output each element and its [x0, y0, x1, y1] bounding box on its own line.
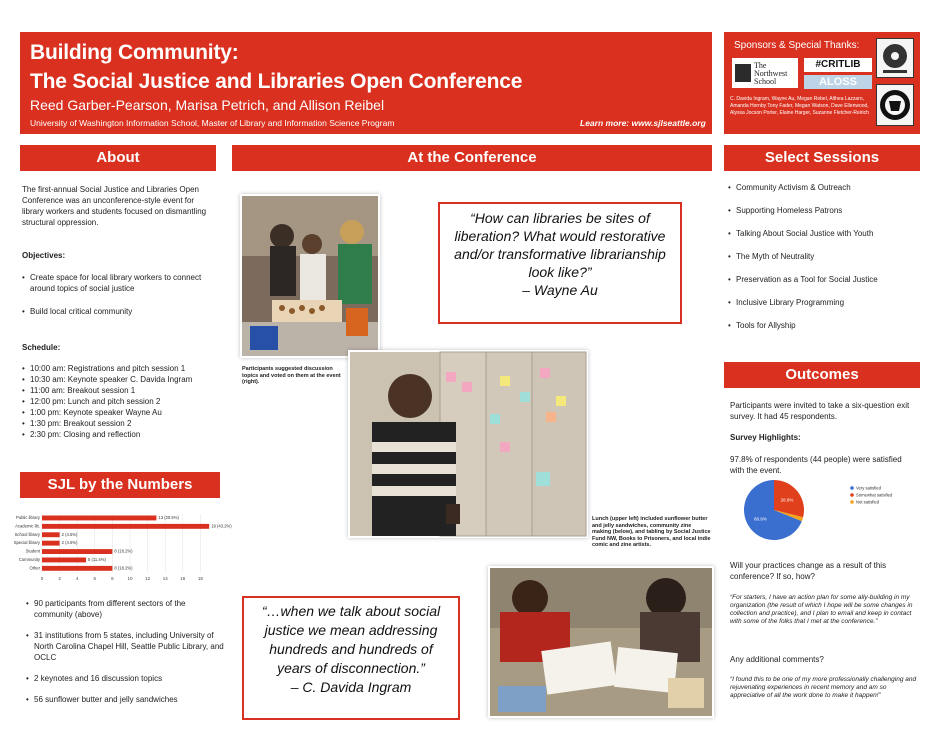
x-tick-label: 0: [40, 575, 44, 581]
category-label: Public library: [16, 515, 40, 520]
bar-1: [42, 524, 209, 529]
legend-swatch: [850, 486, 854, 490]
list-item: • 1:00 pm: Keynote speaker Wayne Au: [22, 407, 222, 418]
zine-logo-icon: [876, 84, 914, 126]
comments-answer: “I found this to be one of my more professionally challenging and rejuvenating experiences in recent memory and am so appreciative of all the work done to make it happen!”: [730, 676, 917, 699]
satisfaction-pie-chart: [740, 478, 916, 542]
bar-6: [42, 566, 112, 571]
poster-header: [20, 32, 712, 134]
thanks-names: C. Davida Ingram, Wayne Au, Megan Rebel, Althea Lazzaro, Amanda Hornby Tony Fader, Megan Watson, Dave Ellenwood, Alyssa Jocson Porter, Elaine Harger, Suzanne Fletcher-Reirich: [730, 96, 869, 116]
schedule-list: [22, 363, 222, 440]
data-label: 2 (4.5%): [61, 540, 78, 546]
objectives-list: [22, 272, 212, 317]
slice-label: 68.9%: [753, 516, 767, 522]
list-item: • 56 sunflower butter and jelly sandwiches: [26, 694, 226, 705]
caption-lunch: Lunch (upper left) included sunflower butter and jelly sandwiches, community zine making (below), and tabling by Social Justice Fund NW, Books to Prisoners, and local indie comic and zine artists.: [592, 516, 711, 548]
x-tick-label: 16: [180, 575, 186, 581]
list-item: • Preservation as a Tool for Social Justice: [728, 274, 924, 285]
legend-label: Somewhat satisfied: [856, 492, 893, 498]
authors: Reed Garber-Pearson, Marisa Petrich, and Allison Reibel: [30, 97, 385, 113]
list-item: • Build local critical community: [22, 306, 212, 317]
x-tick-label: 8: [111, 575, 114, 581]
about-intro: The first-annual Social Justice and Libraries Open Conference was an unconference-style event for library workers and students focused on dismantling structural oppression.: [22, 185, 207, 227]
numbers-list: [26, 598, 226, 705]
sponsors-title: Sponsors & Special Thanks:: [734, 40, 860, 51]
survey-intro: Participants were invited to take a six-question exit survey. It had 45 respondents.: [730, 401, 910, 421]
x-tick-label: 2: [58, 575, 61, 581]
list-item: • Community Activism & Outreach: [728, 182, 924, 193]
conference-heading: At the Conference: [232, 145, 712, 171]
bar-4: [42, 549, 112, 554]
slice-label: 28.9%: [780, 497, 794, 503]
data-label: 8 (18.2%): [114, 548, 133, 554]
category-label: Academic lib.: [15, 523, 40, 529]
northwest-school-mark-icon: [735, 64, 751, 82]
list-item: • 2 keynotes and 16 discussion topics: [26, 673, 226, 684]
zine-photo: [490, 568, 712, 716]
comments-question: Any additional comments?: [730, 655, 824, 664]
learn-more-link[interactable]: Learn more: www.sjlseattle.org: [580, 118, 706, 128]
schedule-label: Schedule:: [22, 343, 61, 352]
x-tick-label: 4: [75, 575, 79, 581]
list-item: • Supporting Homeless Patrons: [728, 205, 924, 216]
x-tick-label: 10: [127, 575, 133, 581]
practices-answer: “For starters, I have an action plan for some ally-building in my organization (the result of which I hope will be some changes in collection and practice), and I plan to email and keep in contact with some of the folks that I met at the conference.”: [730, 594, 913, 625]
category-label: Student: [25, 548, 40, 554]
data-label: 8 (18.2%): [114, 565, 133, 571]
x-tick-label: 18: [197, 575, 203, 581]
objectives-label: Objectives:: [22, 251, 66, 260]
sectors-bar-chart: [12, 510, 232, 582]
list-item: • Inclusive Library Programming: [728, 297, 924, 308]
legend-swatch: [850, 500, 854, 504]
list-item: • 10:00 am: Registrations and pitch session 1: [22, 363, 222, 374]
vinyl-logo-icon: [876, 38, 914, 78]
list-item: • The Myth of Neutrality: [728, 251, 924, 262]
data-label: 5 (11.4%): [88, 557, 106, 562]
category-label: Community: [18, 557, 40, 562]
bar-5: [42, 558, 86, 563]
quote-davida-ingram: “…when we talk about social justice we mean addressing hundreds and hundreds of years of disconnection.” – C. Davida Ingram: [242, 596, 460, 720]
data-label: 2 (4.5%): [61, 531, 78, 537]
list-item: • Tools for Allyship: [728, 320, 924, 331]
sessions-heading: Select Sessions: [724, 145, 920, 171]
list-item: • 11:00 am: Breakout session 1: [22, 385, 222, 396]
legend-label: Very satisfied: [856, 485, 881, 491]
sessions-list: [728, 182, 924, 331]
outcomes-heading: Outcomes: [724, 362, 920, 388]
list-item: • 12:00 pm: Lunch and pitch session 2: [22, 396, 222, 407]
northwest-school-logo: The Northwest School: [732, 58, 798, 88]
voting-photo: [350, 352, 586, 536]
list-item: • 2:30 pm: Closing and reflection: [22, 429, 222, 440]
list-item: • 90 participants from different sectors of the community (above): [26, 598, 226, 620]
about-heading: About: [20, 145, 216, 171]
x-tick-label: 14: [162, 575, 168, 581]
category-label: Special library: [13, 540, 40, 546]
list-item: • 1:30 pm: Breakout session 2: [22, 418, 222, 429]
aloss-logo: ALOSS: [804, 75, 872, 89]
list-item: • 10:30 am: Keynote speaker C. Davida Ingram: [22, 374, 222, 385]
bar-2: [42, 532, 60, 537]
list-item: • Create space for local library workers to connect around topics of social justice: [22, 272, 212, 294]
poster-title: Building Community: The Social Justice and Libraries Open Conference: [30, 41, 523, 93]
legend-swatch: [850, 493, 854, 497]
list-item: • Talking About Social Justice with Youth: [728, 228, 924, 239]
satisfied-stat: 97.8% of respondents (44 people) were satisfied with the event.: [730, 455, 902, 475]
caption-topics: Participants suggested discussion topics and voted on them at the event (right).: [242, 366, 341, 385]
x-tick-label: 12: [145, 575, 151, 581]
numbers-heading: SJL by the Numbers: [20, 472, 220, 498]
sponsors-panel: [724, 32, 920, 134]
practices-question: Will your practices change as a result of this conference? If so, how?: [730, 561, 887, 581]
lunch-photo: [242, 196, 378, 356]
highlights-label: Survey Highlights:: [730, 433, 801, 442]
bar-3: [42, 541, 60, 546]
category-label: School library: [14, 531, 40, 537]
x-tick-label: 6: [93, 575, 97, 581]
data-label: 13 (20.5%): [158, 515, 179, 520]
quote-wayne-au: “How can libraries be sites of liberation? What would restorative and/or transformative librarianship look like?” – Wayne Au: [438, 202, 682, 324]
category-label: Other: [29, 565, 40, 571]
list-item: • 31 institutions from 5 states, including University of North Carolina Chapel Hill, Seattle Public Library, and OCLC: [26, 630, 226, 663]
affiliation: University of Washington Information School, Master of Library and Information Science Program: [30, 118, 395, 128]
data-label: 19 (43.2%): [211, 523, 232, 529]
legend-label: Not satisfied: [856, 499, 880, 505]
critlib-logo: #CRITLIB: [804, 58, 872, 72]
bar-0: [42, 516, 156, 521]
